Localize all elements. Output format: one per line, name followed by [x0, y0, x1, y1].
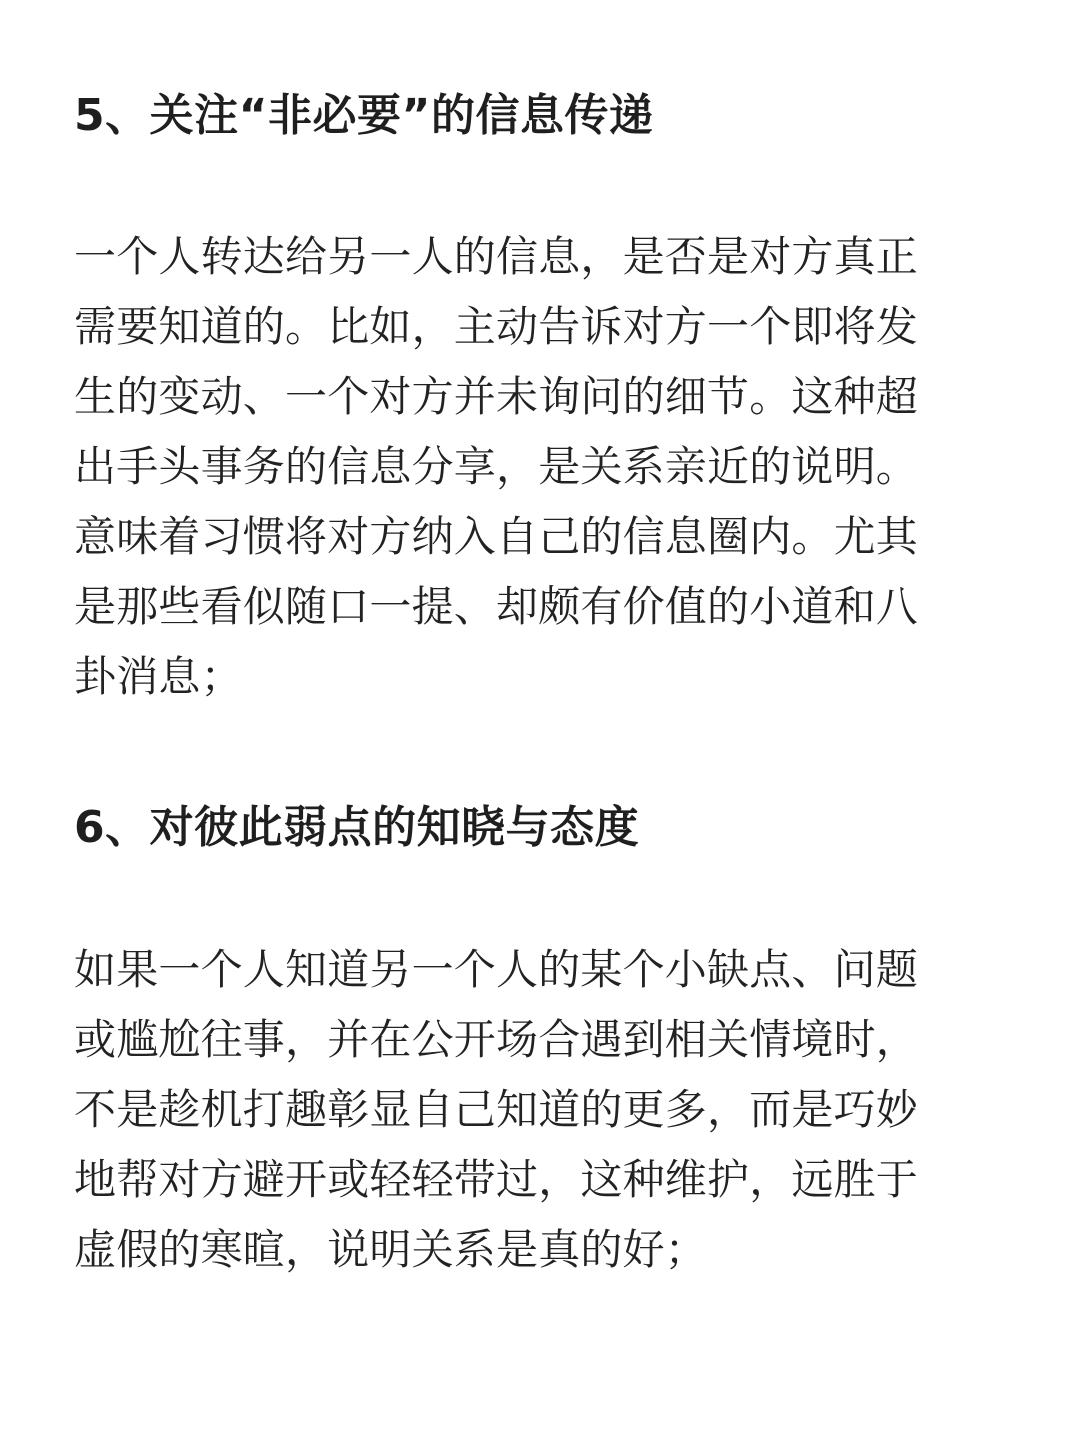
paragraph-line: 不是趁机打趣彰显自己知道的更多，而是巧妙	[74, 1085, 919, 1134]
paragraph-line: 生的变动、一个对方并未询问的细节。这种超	[74, 372, 919, 421]
paragraph-line: 是那些看似随口一提、却颇有价值的小道和八	[74, 582, 919, 631]
paragraph-line: 虚假的寒暄，说明关系是真的好；	[74, 1225, 708, 1274]
paragraph-line: 意味着习惯将对方纳入自己的信息圈内。尤其	[74, 512, 919, 561]
paragraph-line: 或尴尬往事，并在公开场合遇到相关情境时，	[74, 1015, 919, 1064]
section-6-paragraph	[74, 935, 1004, 1285]
paragraph-line: 一个人转达给另一人的信息，是否是对方真正	[74, 232, 919, 281]
section-6-heading: 6、对彼此弱点的知晓与态度	[74, 802, 640, 853]
paragraph-line: 需要知道的。比如，主动告诉对方一个即将发	[74, 302, 919, 351]
section-5-paragraph	[74, 222, 1004, 712]
section-6-body-block	[74, 935, 1004, 1285]
paragraph-line: 如果一个人知道另一个人的某个小缺点、问题	[74, 945, 919, 994]
paragraph-line: 卦消息；	[74, 652, 243, 701]
section-5-body-block	[74, 222, 1004, 712]
paragraph-line: 地帮对方避开或轻轻带过，这种维护，远胜于	[74, 1155, 919, 1204]
section-5-heading: 5、关注“非必要”的信息传递	[74, 90, 654, 141]
section-6-heading-block	[74, 800, 1004, 856]
section-5-heading-block	[74, 88, 1004, 144]
paragraph-line: 出手头事务的信息分享，是关系亲近的说明。	[74, 442, 919, 491]
